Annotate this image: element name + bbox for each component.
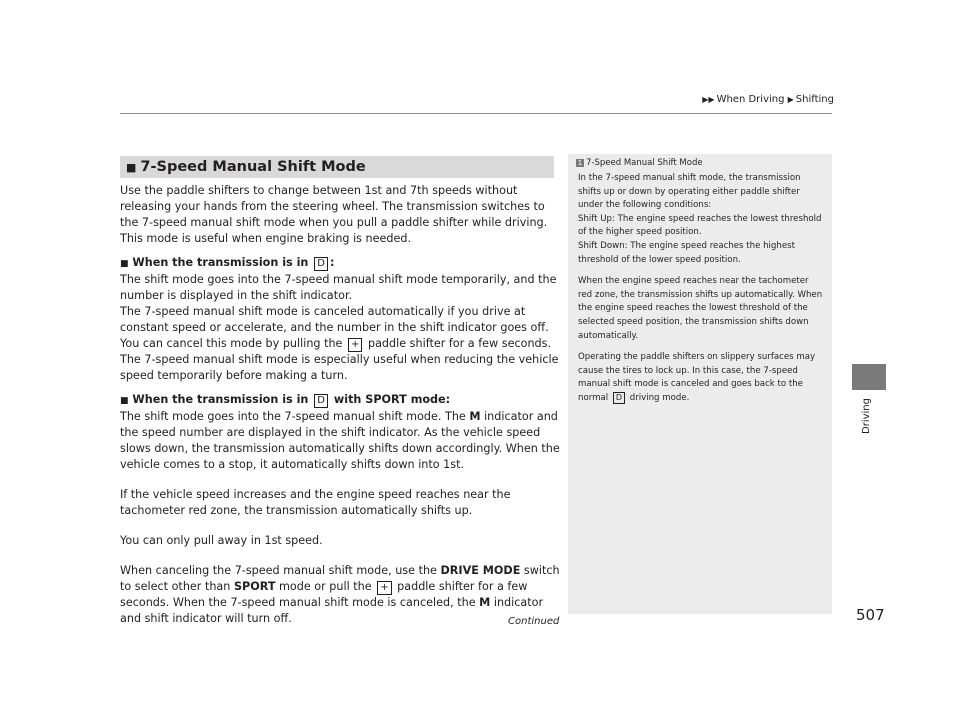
paragraph: You can cancel this mode by pulling the + paddle shifter for a few seconds. — [120, 337, 552, 350]
section-heading-text: 7-Speed Manual Shift Mode — [140, 159, 366, 175]
plus-key-icon: + — [348, 338, 362, 352]
paragraph: When canceling the 7-speed manual shift mode, use the DRIVE MODE switch to select other than SPORT mode or pull the + paddle shifter for a few seconds. When the 7-speed manual shift mode is canceled, the M indicator and shift indicator will turn off. — [120, 564, 560, 625]
chapter-label: Driving — [861, 398, 872, 434]
square-bullet-icon: ■ — [126, 161, 137, 174]
continued-label: Continued — [508, 616, 560, 627]
sidebar-content — [568, 168, 832, 406]
sidebar-paragraph: In the 7-speed manual shift mode, the transmission shifts up or down by operating either paddle shifter under the following conditions: — [578, 173, 801, 211]
subheading-d: ■ When the transmission is in D : — [120, 256, 335, 269]
paragraph: You can only pull away in 1st speed. — [120, 534, 323, 547]
d-key-icon: D — [314, 257, 328, 271]
square-bullet-icon: ■ — [120, 396, 129, 406]
sidebar-title: 1 7-Speed Manual Shift Mode — [577, 158, 703, 168]
double-arrow-icon: ▶▶ — [702, 95, 715, 104]
section-heading — [120, 156, 554, 178]
sidebar-paragraph: When the engine speed reaches near the tachometer red zone, the transmission shifts up automatically. When the engine speed reaches the lowest threshold of the selected speed position, the transmission shifts down automatically. — [578, 276, 823, 341]
intro-paragraph: Use the paddle shifters to change between 1st and 7th speeds without releasing your hands from the steering wheel. The transmission switches to the 7-speed manual shift mode when you pull a paddle shifter while driving. This mode is useful when engine braking is needed. — [120, 184, 548, 245]
note-number-icon: 1 — [577, 159, 583, 167]
plus-key-icon: + — [377, 581, 391, 595]
header-rule — [120, 113, 832, 114]
paragraph: The 7-speed manual shift mode is especially useful when reducing the vehicle speed temporarily before making a turn. — [120, 353, 559, 382]
breadcrumb — [702, 94, 834, 105]
page-number: 507 — [856, 606, 885, 624]
sidebar-paragraph: Shift Up: The engine speed reaches the lowest threshold of the higher speed position. — [578, 213, 822, 238]
sidebar-paragraph: Shift Down: The engine speed reaches the highest threshold of the lower speed position. — [578, 240, 795, 265]
paragraph: The shift mode goes into the 7-speed manual shift mode. The M indicator and the speed number are displayed in the shift indicator. As the vehicle speed slows down, the transmission automatically shifts down accordingly. When the vehicle comes to a stop, it automatically shifts down into 1st. — [120, 410, 560, 471]
subheading-d-sport: ■ When the transmission is in D with SPORT mode: — [120, 393, 451, 406]
sidebar-note — [568, 154, 832, 614]
breadcrumb-section: When Driving — [716, 94, 785, 105]
paragraph: The shift mode goes into the 7-speed manual shift mode temporarily, and the number is displayed in the shift indicator. — [120, 273, 557, 302]
breadcrumb-subsection: Shifting — [795, 94, 834, 105]
chapter-tab — [852, 364, 886, 390]
paragraph: The 7-speed manual shift mode is canceled automatically if you drive at constant speed or accelerate, and the number in the shift indicator goes off. — [120, 305, 549, 334]
arrow-icon: ▶ — [787, 95, 794, 104]
paragraph: If the vehicle speed increases and the engine speed reaches near the tachometer red zone, the transmission automatically shifts up. — [120, 488, 511, 517]
square-bullet-icon: ■ — [120, 259, 129, 269]
d-key-icon: D — [314, 394, 328, 408]
main-body — [120, 183, 560, 635]
sidebar-paragraph: Operating the paddle shifters on slippery surfaces may cause the tires to lock up. In this case, the 7-speed manual shift mode is canceled and goes back to the normal D driving mode. — [578, 352, 816, 403]
d-key-icon: D — [613, 392, 625, 404]
